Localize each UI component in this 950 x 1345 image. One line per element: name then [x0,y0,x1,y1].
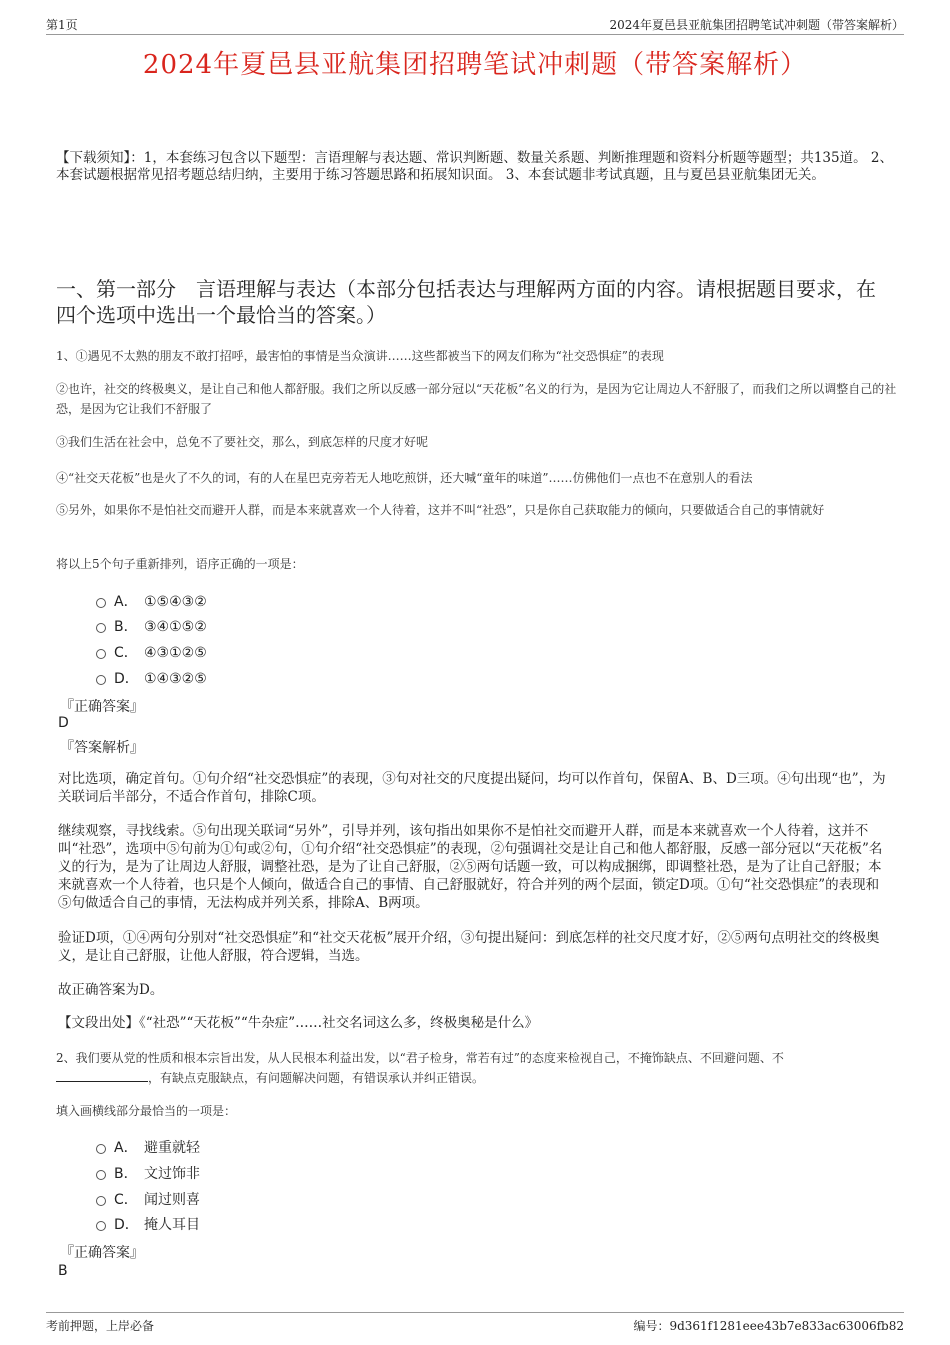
q1-source: 【文段出处】《“社恐”“天花板”“牛杂症”……社交名词这么多，终极奥秘是什么》 [58,1015,539,1031]
q2-option-c[interactable]: C． 闻过则喜 [96,1189,200,1209]
download-notice: 【下载须知】：1，本套练习包含以下题型：言语理解与表达题、常识判断题、数量关系题、判断推理题和资料分析题等题型；共135道。 2、本套试题根据常见招考题总结归纳，主要用于练习答题思路和拓展知识面。 3、本套试题非考试真题，且与夏邑县亚航集团无关。 [56,150,893,183]
q1-sentence-1: 1、①遇见不太熟的朋友不敢打招呼，最害怕的事情是当众演讲……这些都被当下的网友们称为“社交恐惧症”的表现 [56,349,664,363]
q2-option-a[interactable]: A． 避重就轻 [96,1137,200,1157]
radio-icon[interactable] [96,1196,106,1206]
page-header [46,14,904,35]
q2-prompt: 填入画横线部分最恰当的一项是： [56,1104,237,1118]
header-doc-title: 2024年夏邑县亚航集团招聘笔试冲刺题（带答案解析） [609,18,904,32]
q2-answer-label: 『正确答案』 [60,1245,144,1261]
radio-icon[interactable] [96,1144,106,1154]
q1-analysis-label: 『答案解析』 [60,740,144,756]
q1-answer: D [58,715,69,731]
q1-answer-label: 『正确答案』 [60,699,144,715]
q2-option-b[interactable]: B． 文过饰非 [96,1163,200,1183]
q1-analysis-4: 故正确答案为D。 [58,982,164,998]
q1-option-b[interactable]: B． ③④①⑤② [96,616,207,636]
page-number: 第1页 [46,18,78,32]
q1-analysis-3: 验证D项，①④两句分别对“社交恐惧症”和“社交天花板”展开介绍，③句提出疑问：到底怎样的社交尺度才好，②⑤两句点明社交的终极奥义，是让自己舒服，让他人舒服，符合逻辑，当选。 [58,930,880,964]
q2-answer: B [58,1263,68,1279]
section-title: 一、第一部分 言语理解与表达（本部分包括表达与理解两方面的内容。请根据题目要求，在四个选项中选出一个最恰当的答案。） [56,277,876,327]
q1-option-c[interactable]: C． ④③①②⑤ [96,642,207,662]
radio-icon[interactable] [96,649,106,659]
footer-slogan: 考前押题，上岸必备 [46,1319,155,1333]
q2-option-d[interactable]: D． 掩人耳目 [96,1214,200,1234]
page-footer [46,1312,904,1333]
radio-icon[interactable] [96,675,106,685]
q1-sentence-2: ②也许，社交的终极奥义，是让自己和他人都舒服。我们之所以反感一部分冠以“天花板”名义的行为，是因为它让周边人不舒服了，而我们之所以调整自己的社恐，是因为它让我们不舒服了 [56,382,897,416]
footer-serial: 编号：9d361f1281eee43b7e833ac63006fb82 [633,1319,904,1333]
radio-icon[interactable] [96,1170,106,1180]
q2-blank [56,1069,148,1082]
q2-stem: 2、我们要从党的性质和根本宗旨出发，从人民根本利益出发，以“君子检身，常若有过”的态度来检视自己，不掩饰缺点、不回避问题、不 ，有缺点克服缺点，有问题解决问题，有错误承认并纠正错误。 [56,1051,784,1085]
radio-icon[interactable] [96,598,106,608]
q1-sentence-4: ④“社交天花板”也是火了不久的词，有的人在星巴克旁若无人地吃煎饼，还大喊“童年的味道”……仿佛他们一点也不在意别人的看法 [56,471,753,485]
q1-sentence-5: ⑤另外，如果你不是怕社交而避开人群，而是本来就喜欢一个人待着，这并不叫“社恐”，只是你自己获取能力的倾向，只要做适合自己的事情就好 [56,503,825,517]
document-title: 2024年夏邑县亚航集团招聘笔试冲刺题（带答案解析） [142,50,808,80]
q1-sentence-3: ③我们生活在社会中，总免不了要社交，那么，到底怎样的尺度才好呢 [56,435,429,449]
q1-option-a[interactable]: A． ①⑤④③② [96,591,207,611]
q1-analysis-1: 对比选项，确定首句。①句介绍“社交恐惧症”的表现，③句对社交的尺度提出疑问，均可以作首句，保留A、B、D三项。④句出现“也”，为关联词后半部分，不适合作首句，排除C项。 [58,771,886,805]
radio-icon[interactable] [96,1221,106,1231]
q1-option-d[interactable]: D． ①④③②⑤ [96,668,207,688]
radio-icon[interactable] [96,623,106,633]
q1-analysis-2: 继续观察，寻找线索。⑤句出现关联词“另外”，引导并列，该句指出如果你不是怕社交而避开人群，而是本来就喜欢一个人待着，这并不叫“社恐”，选项中⑤句前为①句或②句，①句介绍“社交恐惧症”的表现，②句强调社交是让自己和他人都舒服，反感一部分冠以“天花板”名义的行为，是为了让周边人舒服，调整社恐，是为了让自己舒服，②⑤两句话题一致，可以构成捆绑，即调整社恐，是为了让自己舒服；本来就喜欢一个人待着，也只是个人倾向，做适合自己的事情、自己舒服就好，符合并列的两个层面，锁定D项。①句“社交恐惧症”的表现和⑤句做适合自己的事情，无法构成并列关系，排除A、B两项。 [58,823,883,911]
q1-prompt: 将以上5个句子重新排列，语序正确的一项是： [56,557,304,571]
